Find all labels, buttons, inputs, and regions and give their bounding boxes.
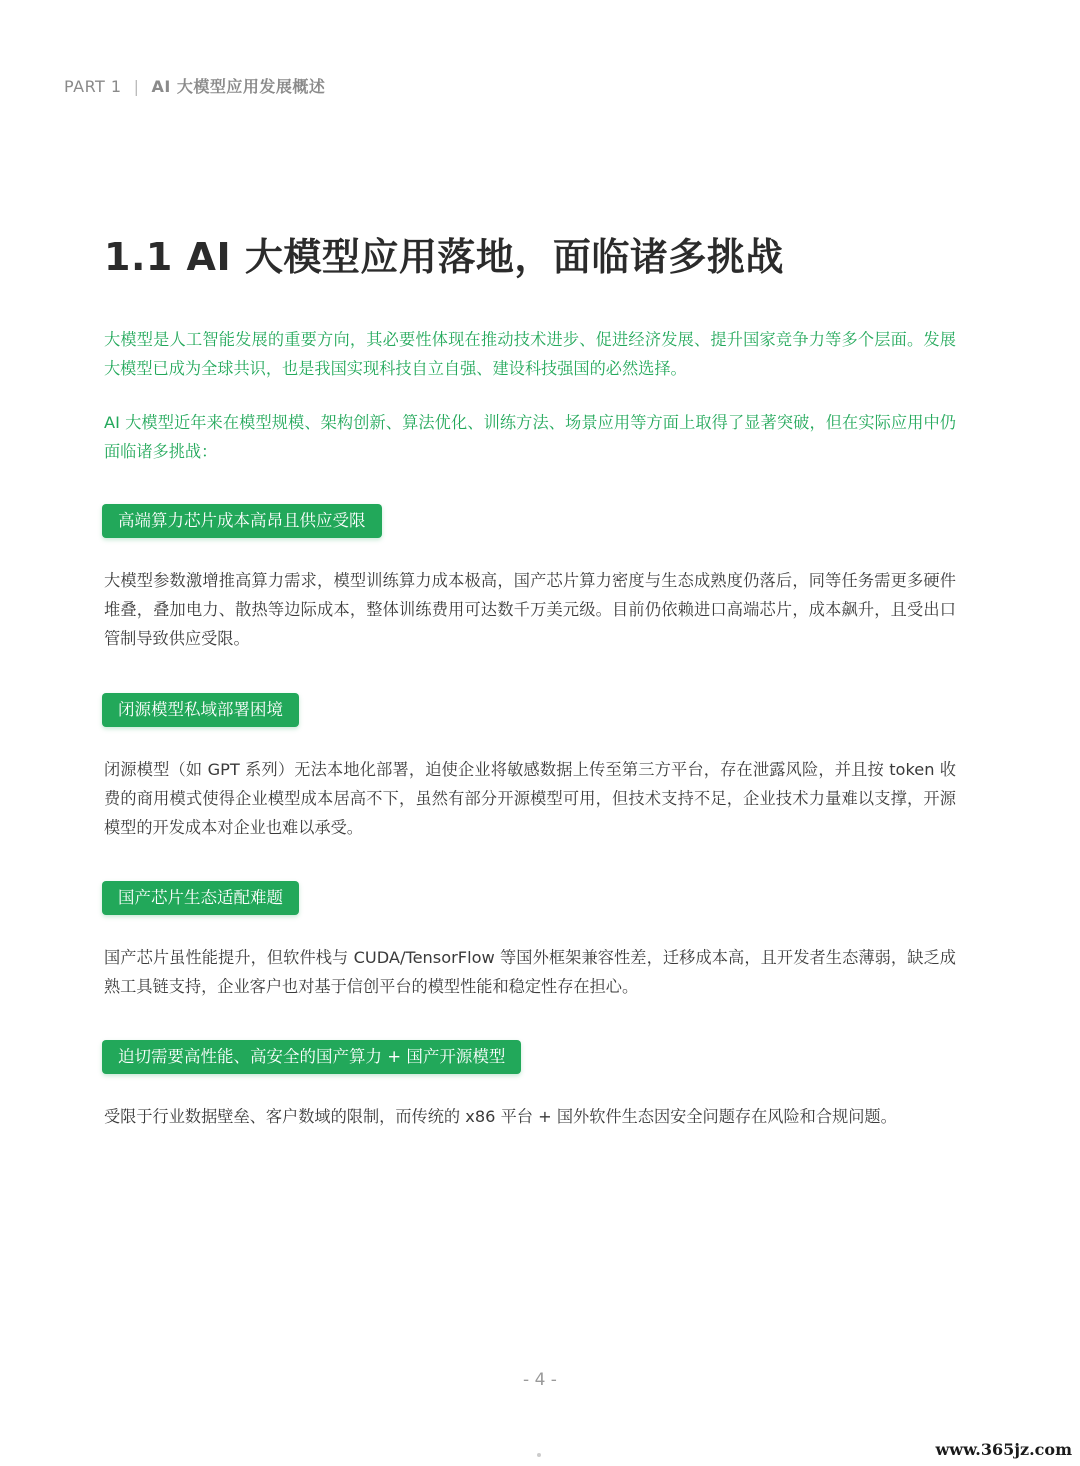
challenge-tag-domestic-compute-open-model: 迫切需要高性能、高安全的国产算力 + 国产开源模型: [102, 1040, 521, 1074]
challenge-text-domestic-compute-open-model: 受限于行业数据壁垒、客户数域的限制，而传统的 x86 平台 + 国外软件生态因安全问题存在风险和合规问题。: [104, 1107, 897, 1126]
intro-paragraph-1: 大模型是人工智能发展的重要方向，其必要性体现在推动技术进步、促进经济发展、提升国家竞争力等多个层面。发展大模型已成为全球共识，也是我国实现科技自立自强、建设科技强国的必然选择。: [104, 330, 956, 378]
challenge-tag-closed-source-deployment: 闭源模型私域部署困境: [102, 693, 299, 727]
page-header: [64, 74, 325, 97]
header-part-label: PART 1: [64, 77, 122, 96]
header-separator: |: [133, 77, 140, 96]
challenge-tag-compute-chip-cost: 高端算力芯片成本高昂且供应受限: [102, 504, 382, 538]
challenge-text-domestic-chip-ecosystem: 国产芯片虽性能提升，但软件栈与 CUDA/TensorFlow 等国外框架兼容性差，迁移成本高，且开发者生态薄弱，缺乏成熟工具链支持，企业客户也对基于信创平台的模型性能和稳定性存在担心。: [104, 948, 956, 996]
intro-paragraph-2: AI 大模型近年来在模型规模、架构创新、算法优化、训练方法、场景应用等方面上取得了显著突破，但在实际应用中仍面临诸多挑战：: [104, 413, 956, 461]
challenge-text-compute-chip-cost: 大模型参数激增推高算力需求，模型训练算力成本极高，国产芯片算力密度与生态成熟度仍落后，同等任务需更多硬件堆叠，叠加电力、散热等边际成本，整体训练费用可达数千万美元级。目前仍依赖进口高端芯片，成本飙升，且受出口管制导致供应受限。: [104, 571, 956, 648]
section-title: 1.1 AI 大模型应用落地，面临诸多挑战: [104, 235, 784, 279]
challenge-tag-domestic-chip-ecosystem: 国产芯片生态适配难题: [102, 881, 299, 915]
watermark: www.365jz.com: [935, 1440, 1072, 1459]
header-chapter-title: AI 大模型应用发展概述: [151, 77, 326, 96]
page-number: - 4 -: [523, 1370, 557, 1390]
challenge-text-closed-source-deployment: 闭源模型（如 GPT 系列）无法本地化部署，迫使企业将敏感数据上传至第三方平台，存在泄露风险，并且按 token 收费的商用模式使得企业模型成本居高不下，虽然有部分开源模型可用，但技术支持不足，企业技术力量难以支撑，开源模型的开发成本对企业也难以承受。: [104, 760, 956, 837]
decorative-dot: [537, 1453, 541, 1457]
